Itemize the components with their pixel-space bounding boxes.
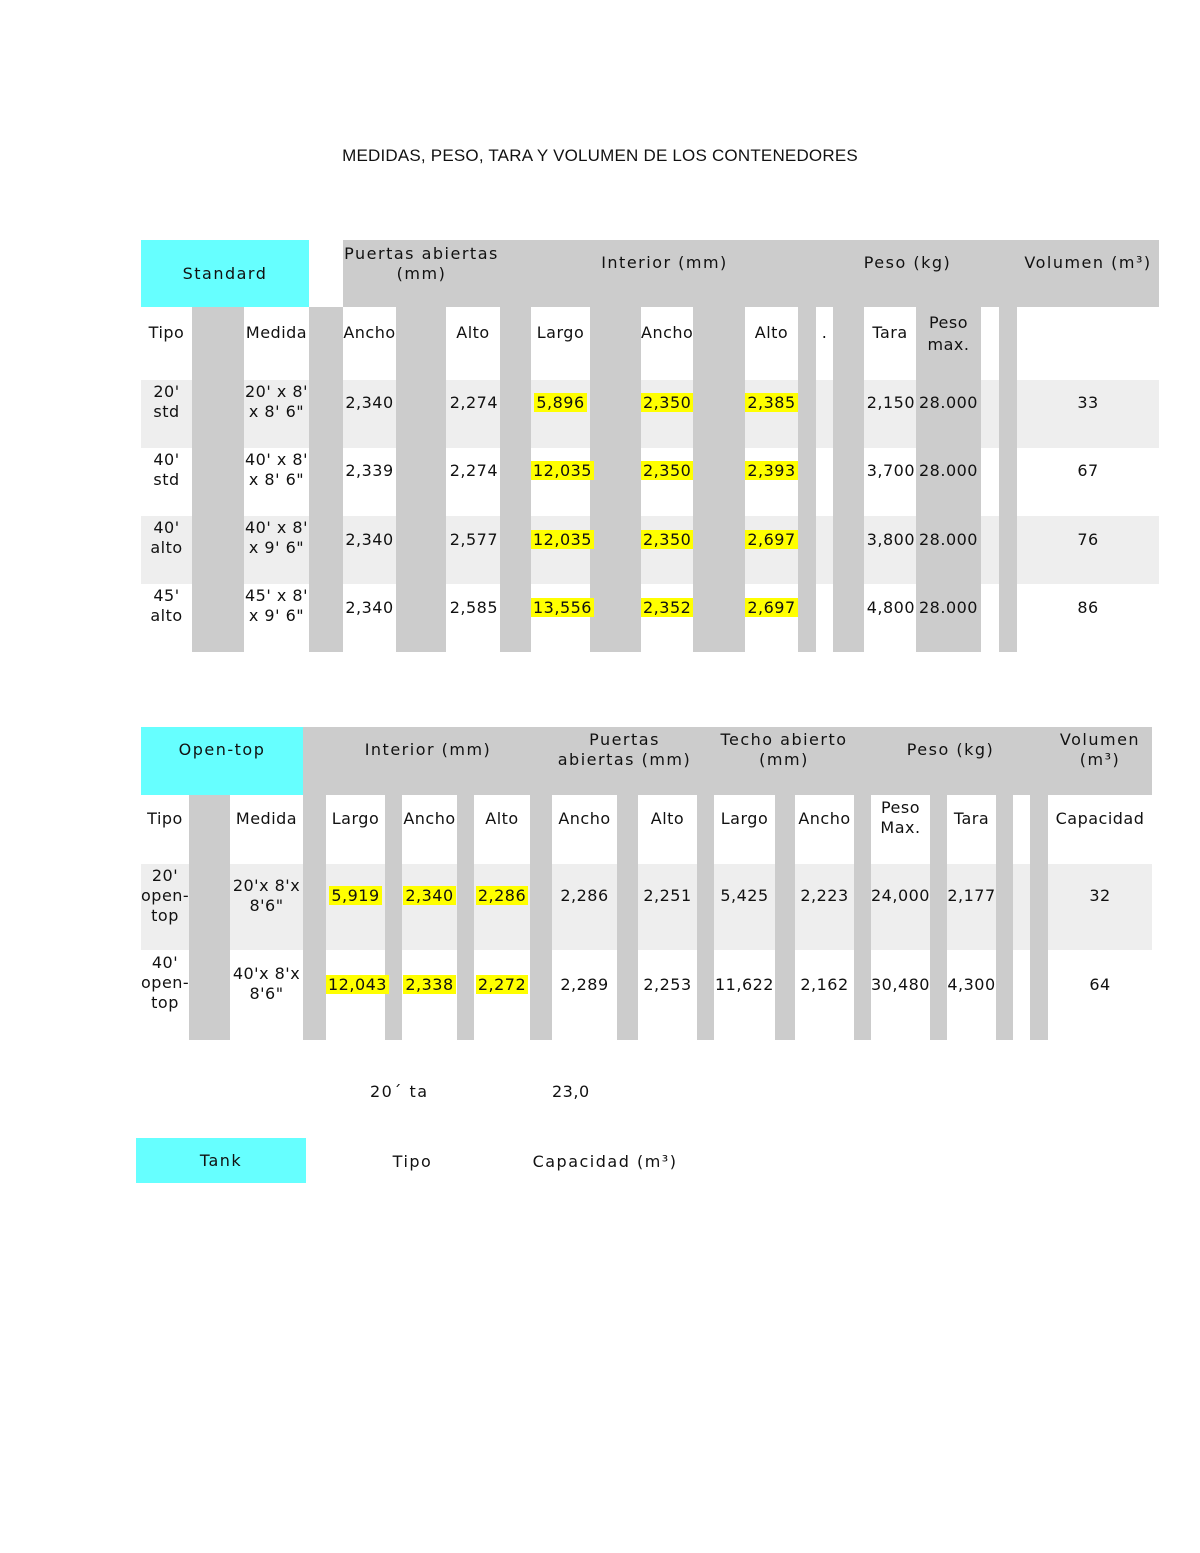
column-divider <box>930 795 947 1040</box>
cell-alto: 2,577 <box>449 530 498 549</box>
col-alto: Alto <box>485 809 519 828</box>
cell-tara: 2,150 <box>866 393 915 412</box>
cell-peso-max: 28.000 <box>919 461 978 480</box>
col-largo: Largo <box>536 323 585 342</box>
col-ancho: Ancho <box>343 323 396 342</box>
column-divider <box>309 307 343 652</box>
col-dot: . <box>821 323 828 342</box>
cell-tipo: 45' alto <box>150 586 183 625</box>
column-divider <box>697 727 714 1040</box>
cell-ancho: 2,339 <box>345 461 394 480</box>
column-divider <box>617 795 638 1040</box>
cell-largo: 5,896 <box>536 393 585 412</box>
cell-alto: 2,272 <box>477 975 527 994</box>
cell-alto: 2,274 <box>449 393 498 412</box>
column-divider <box>530 727 552 1040</box>
cell-t-ancho: 2,162 <box>800 975 849 994</box>
column-divider <box>590 307 641 652</box>
col-medida: Medida <box>235 809 298 828</box>
cell-peso-max: 24,000 <box>871 886 930 905</box>
cell-tara: 3,700 <box>866 461 915 480</box>
cell-p-ancho: 2,289 <box>560 975 609 994</box>
cell-int-alto: 2,697 <box>747 598 796 617</box>
column-divider <box>192 307 244 652</box>
cell-tara: 4,800 <box>866 598 915 617</box>
cell-largo: 12,043 <box>328 975 387 994</box>
cell-t-largo: 11,622 <box>715 975 774 994</box>
col-peso-max: Peso max. <box>927 313 970 354</box>
col-p-ancho: Ancho <box>558 809 611 828</box>
opentop-label: Open-top <box>141 727 303 795</box>
col-largo: Largo <box>331 809 380 828</box>
cell-ancho: 2,338 <box>405 975 454 994</box>
column-divider <box>396 307 446 652</box>
col-p-alto: Alto <box>650 809 685 828</box>
cell-int-ancho: 2,350 <box>643 530 692 549</box>
col-alto: Alto <box>456 323 490 342</box>
cell-alto: 2,274 <box>449 461 498 480</box>
cell-t-largo: 5,425 <box>720 886 769 905</box>
cell-medida: 40' x 8' x 9' 6" <box>245 518 308 557</box>
cell-tara: 3,800 <box>866 530 915 549</box>
cell-int-ancho: 2,350 <box>643 461 692 480</box>
ot-techo-header: Techo abierto (mm) <box>714 727 854 795</box>
column-divider <box>775 795 795 1040</box>
col-tipo: Tipo <box>147 809 183 828</box>
ot-interior-header: Interior (mm) <box>326 727 530 795</box>
column-divider <box>189 795 230 1040</box>
ot-puertas-header: Puertas abiertas (mm) <box>552 727 697 795</box>
col-tara: Tara <box>872 323 908 342</box>
col-int-ancho: Ancho <box>641 323 694 342</box>
cell-alto: 2,286 <box>477 886 527 905</box>
cell-volumen: 33 <box>1077 393 1099 412</box>
cell-peso-max: 28.000 <box>919 598 978 617</box>
cell-medida: 45' x 8' x 9' 6" <box>245 586 308 625</box>
cell-int-ancho: 2,352 <box>643 598 692 617</box>
tank-tipo: Tipo <box>392 1152 433 1171</box>
interior-header: Interior (mm) <box>531 240 798 307</box>
cell-t-ancho: 2,223 <box>800 886 849 905</box>
cell-ancho: 2,340 <box>345 393 394 412</box>
volumen-header: Volumen (m³) <box>1017 240 1159 307</box>
cell-alto: 2,585 <box>449 598 498 617</box>
cell-ancho: 2,340 <box>345 530 394 549</box>
col-tara: Tara <box>953 809 990 828</box>
page-title: MEDIDAS, PESO, TARA Y VOLUMEN DE LOS CONTENEDORES <box>342 146 858 165</box>
column-divider <box>1030 727 1048 1040</box>
cell-p-alto: 2,253 <box>643 975 692 994</box>
puertas-header: Puertas abiertas (mm) <box>343 240 500 307</box>
cell-p-ancho: 2,286 <box>560 886 609 905</box>
cell-largo: 5,919 <box>331 886 380 905</box>
tank-label: Tank <box>136 1138 306 1183</box>
column-divider <box>693 307 745 652</box>
col-t-largo: Largo <box>720 809 769 828</box>
ot-peso-header: Peso (kg) <box>871 727 1030 795</box>
cell-tipo: 20' std <box>153 382 180 421</box>
cell-ancho: 2,340 <box>405 886 454 905</box>
tank-capacidad: Capacidad (m³) <box>532 1152 678 1171</box>
note-left: 20´ ta <box>370 1082 429 1101</box>
cell-medida: 40'x 8'x 8'6" <box>232 964 301 1003</box>
cell-int-alto: 2,697 <box>747 530 796 549</box>
cell-tipo: 40' std <box>153 450 180 489</box>
cell-capacidad: 32 <box>1089 886 1111 905</box>
note-right: 23,0 <box>552 1082 590 1101</box>
column-divider <box>457 795 474 1040</box>
cell-peso-max: 28.000 <box>919 530 978 549</box>
cell-tipo: 40' open-top <box>141 953 190 1012</box>
cell-medida: 20' x 8' x 8' 6" <box>245 382 308 421</box>
column-divider <box>996 795 1013 1040</box>
cell-volumen: 67 <box>1077 461 1099 480</box>
cell-int-ancho: 2,350 <box>643 393 692 412</box>
column-divider <box>999 240 1017 652</box>
cell-largo: 13,556 <box>533 598 592 617</box>
cell-medida: 20'x 8'x 8'6" <box>232 876 301 915</box>
col-t-ancho: Ancho <box>798 809 851 828</box>
column-divider <box>500 240 531 652</box>
cell-medida: 40' x 8' x 8' 6" <box>245 450 308 489</box>
cell-volumen: 76 <box>1077 530 1099 549</box>
cell-volumen: 86 <box>1077 598 1099 617</box>
column-divider <box>303 727 326 1040</box>
col-int-alto: Alto <box>754 323 789 342</box>
cell-p-alto: 2,251 <box>643 886 692 905</box>
cell-tipo: 40' alto <box>150 518 183 557</box>
cell-int-alto: 2,385 <box>747 393 796 412</box>
column-divider <box>385 795 402 1040</box>
column-divider <box>798 240 816 652</box>
cell-tara: 2,177 <box>947 886 996 905</box>
col-tipo: Tipo <box>148 323 185 342</box>
col-medida: Medida <box>245 323 308 342</box>
cell-peso-max: 30,480 <box>871 975 930 994</box>
ot-volumen-header: Volumen (m³) <box>1048 727 1152 795</box>
col-ancho: Ancho <box>403 809 456 828</box>
cell-ancho: 2,340 <box>345 598 394 617</box>
peso-header: Peso (kg) <box>816 240 999 307</box>
standard-label: Standard <box>141 240 309 307</box>
cell-int-alto: 2,393 <box>747 461 796 480</box>
cell-tipo: 20' open-top <box>141 866 190 925</box>
col-peso-max: Peso Max. <box>880 798 921 837</box>
column-divider <box>833 307 864 652</box>
column-divider <box>854 727 871 1040</box>
cell-peso-max: 28.000 <box>919 393 978 412</box>
cell-largo: 12,035 <box>533 461 592 480</box>
cell-capacidad: 64 <box>1089 975 1111 994</box>
cell-tara: 4,300 <box>947 975 996 994</box>
cell-largo: 12,035 <box>533 530 592 549</box>
col-capacidad: Capacidad <box>1055 809 1145 828</box>
